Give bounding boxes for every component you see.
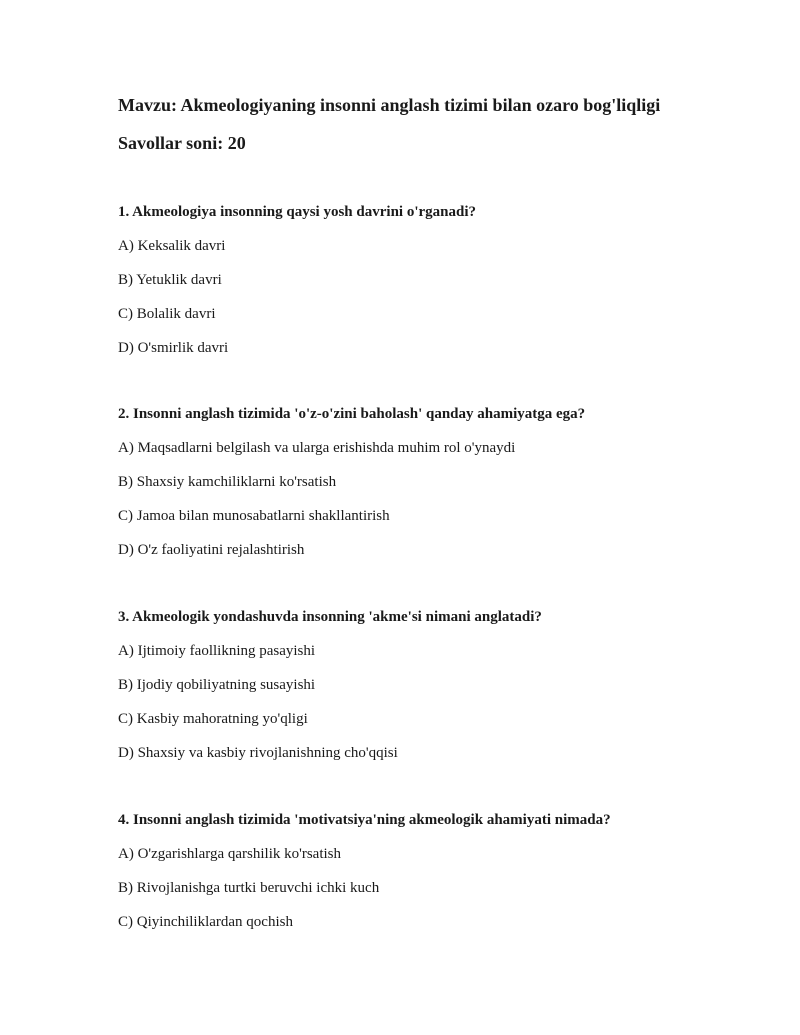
question-text: 3. Akmeologik yondashuvda insonning 'akme'si nimani anglatadi? bbox=[118, 609, 542, 625]
answer-option: C) Qiyinchiliklardan qochish bbox=[118, 914, 293, 930]
answer-option: A) Ijtimoiy faollikning pasayishi bbox=[118, 643, 316, 659]
answer-option: B) Yetuklik davri bbox=[118, 272, 222, 288]
answer-option: C) Jamoa bilan munosabatlarni shakllantirish bbox=[118, 508, 390, 524]
answer-option: B) Rivojlanishga turtki beruvchi ichki kuch bbox=[118, 880, 380, 896]
answer-option: C) Kasbiy mahoratning yo'qligi bbox=[118, 711, 308, 727]
question-text: 1. Akmeologiya insonning qaysi yosh davrini o'rganadi? bbox=[118, 204, 477, 220]
answer-option: D) O'z faoliyatini rejalashtirish bbox=[118, 542, 305, 558]
document-title: Mavzu: Akmeologiyaning insonni anglash tizimi bilan ozaro bog'liqligi bbox=[118, 95, 661, 115]
question-text: 4. Insonni anglash tizimida 'motivatsiya'ning akmeologik ahamiyati nimada? bbox=[118, 812, 611, 828]
question-block-4 bbox=[118, 810, 758, 932]
answer-option: A) O'zgarishlarga qarshilik ko'rsatish bbox=[118, 846, 341, 862]
question-block-2 bbox=[118, 404, 758, 560]
question-block-3 bbox=[118, 607, 758, 763]
question-text: 2. Insonni anglash tizimida 'o'z-o'zini baholash' qanday ahamiyatga ega? bbox=[118, 406, 586, 422]
answer-option: A) Keksalik davri bbox=[118, 238, 226, 254]
answer-option: C) Bolalik davri bbox=[118, 306, 216, 322]
question-count: Savollar soni: 20 bbox=[118, 133, 246, 153]
answer-option: B) Ijodiy qobiliyatning susayishi bbox=[118, 677, 316, 693]
answer-option: B) Shaxsiy kamchiliklarni ko'rsatish bbox=[118, 474, 337, 490]
question-block-1 bbox=[118, 202, 758, 358]
answer-option: D) Shaxsiy va kasbiy rivojlanishning cho'qqisi bbox=[118, 745, 398, 761]
answer-option: A) Maqsadlarni belgilash va ularga erishishda muhim rol o'ynaydi bbox=[118, 440, 516, 456]
answer-option: D) O'smirlik davri bbox=[118, 340, 229, 356]
